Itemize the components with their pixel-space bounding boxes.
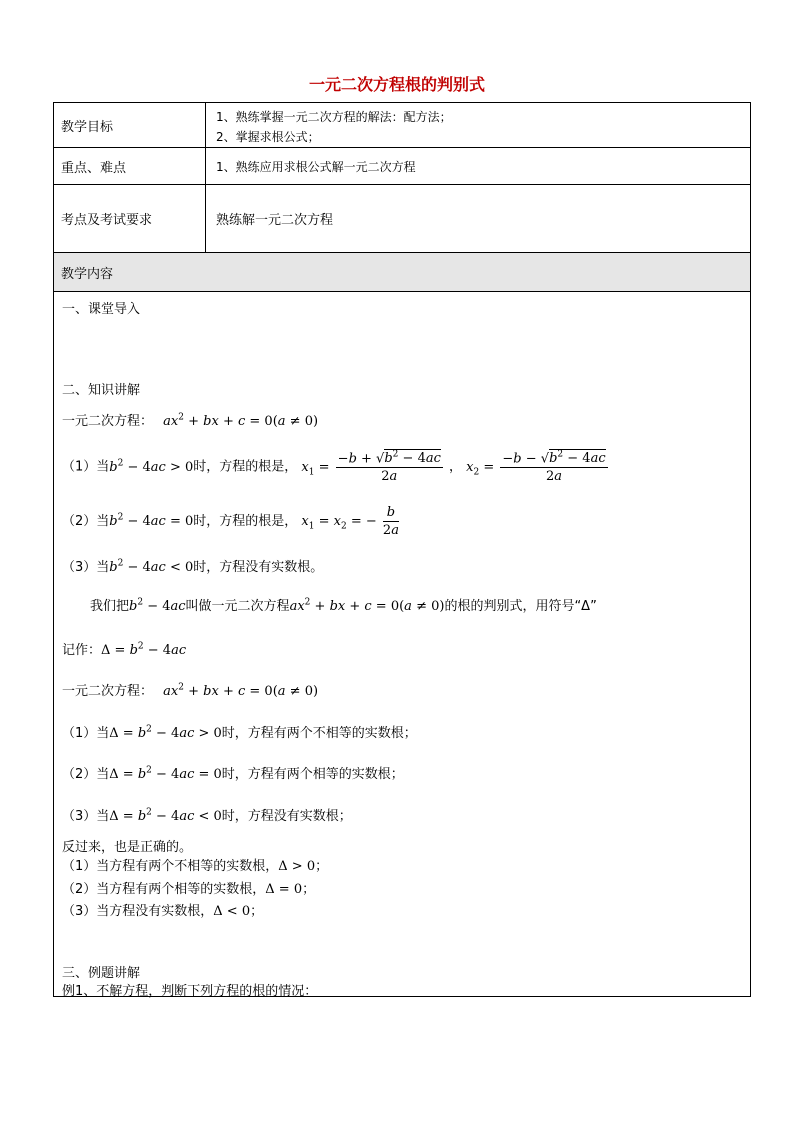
key-label: 重点、难点 bbox=[54, 148, 206, 184]
c2-text: （2）当方程有两个相等的实数根， bbox=[62, 882, 266, 897]
note-label: 记作： bbox=[62, 643, 102, 658]
d1-cond: $\Delta = b^2 - 4ac > 0$ bbox=[109, 724, 222, 741]
goal-label: 教学目标 bbox=[54, 103, 206, 147]
c1-text: （1）当方程有两个不相等的实数根， bbox=[62, 859, 279, 874]
row-teaching-goal bbox=[54, 103, 750, 148]
goal-line-1: 1、熟练掌握一元二次方程的解法：配方法； bbox=[216, 110, 452, 124]
example-1: 例1、不解方程，判断下列方程的根的情况： bbox=[62, 984, 318, 999]
d3-prefix: （3）当 bbox=[62, 809, 110, 824]
d3-suffix: 时，方程没有实数根； bbox=[221, 809, 352, 824]
exam-cell: 熟练解一元二次方程 bbox=[216, 213, 334, 228]
case2-line bbox=[62, 505, 401, 538]
root-x2: $x_2$ = $\frac{-b - √b^2 - 4ac}{2a}$ bbox=[466, 450, 606, 485]
converse-3: （3）当方程没有实数根，Δ < 0； bbox=[62, 904, 264, 919]
root-equal: $x_1 = x_2$ = − $\frac{b}{2a}$ bbox=[301, 505, 399, 538]
def-eq: $ax^2$ + bx + c = 0(a ≠ 0) bbox=[289, 597, 445, 614]
eq-line-2 bbox=[62, 680, 318, 699]
eq-intro-text: 一元二次方程： bbox=[62, 414, 154, 429]
c1-cond: Δ > 0 bbox=[278, 859, 316, 874]
eq-line bbox=[62, 410, 318, 429]
case1-cond: $b^2 - 4ac > 0$ bbox=[109, 458, 194, 475]
c3-cond: Δ < 0 bbox=[213, 904, 251, 919]
case3-line bbox=[62, 556, 323, 575]
def-b: 叫做一元二次方程 bbox=[185, 599, 290, 614]
converse-line: 反过来，也是正确的。 bbox=[62, 840, 193, 855]
eq-formula-2: $ax^2$ + bx + c = 0(a ≠ 0) bbox=[163, 682, 319, 699]
d3-cond: $\Delta = b^2 - 4ac < 0$ bbox=[109, 807, 222, 824]
converse-1: （1）当方程有两个不相等的实数根，Δ > 0； bbox=[62, 859, 329, 874]
disc-case3 bbox=[62, 805, 352, 824]
case2-prefix: （2）当 bbox=[62, 514, 110, 529]
lesson-table bbox=[53, 102, 751, 997]
d2-suffix: 时，方程有两个相等的实数根； bbox=[221, 767, 404, 782]
disc-case1 bbox=[62, 722, 417, 741]
case2-cond: $b^2 - 4ac = 0$ bbox=[109, 512, 194, 529]
case1-mid: 时，方程的根是， bbox=[193, 459, 298, 475]
notation-formula: $\Delta = b^2 - 4ac$ bbox=[101, 641, 187, 658]
root-x1: $x_1$ = $\frac{-b + √b^2 - 4ac}{2a}$ bbox=[301, 450, 441, 485]
section-examples: 三、例题讲解 bbox=[62, 966, 141, 981]
d2-cond: $\Delta = b^2 - 4ac = 0$ bbox=[109, 765, 222, 782]
goal-cell bbox=[206, 103, 750, 147]
case3-prefix: （3）当 bbox=[62, 560, 110, 575]
notation-line bbox=[62, 639, 186, 658]
d2-prefix: （2）当 bbox=[62, 767, 110, 782]
eq-intro-text-2: 一元二次方程： bbox=[62, 684, 154, 699]
c3-text: （3）当方程没有实数根， bbox=[62, 904, 214, 919]
section-knowledge: 二、知识讲解 bbox=[62, 383, 141, 398]
def-disc: $b^2 - 4ac$ bbox=[129, 597, 186, 614]
exam-label: 考点及考试要求 bbox=[54, 185, 206, 252]
row-key-points bbox=[54, 148, 750, 185]
key-cell: 1、熟练应用求根公式解一元二次方程 bbox=[216, 159, 416, 174]
row-content-header bbox=[54, 253, 750, 292]
case1-prefix: （1）当 bbox=[62, 459, 110, 475]
row-exam bbox=[54, 185, 750, 253]
disc-case2 bbox=[62, 763, 404, 782]
definition-line bbox=[90, 595, 597, 614]
case1-line: （1）当$b^2 - 4ac > 0$时，方程的根是， $x_1$ = $\frac{-b + √b^2 - 4ac}{2a}$ ， $x_2$ = $\frac{-b - √b^2 - 4ac}{2a}$ bbox=[62, 450, 610, 484]
page-title: 一元二次方程根的判别式 bbox=[308, 75, 485, 94]
eq-formula: $ax^2$ + bx + c = 0(a ≠ 0) bbox=[163, 412, 319, 429]
def-c: 的根的判别式，用符号“Δ” bbox=[444, 599, 597, 614]
d1-prefix: （1）当 bbox=[62, 726, 110, 741]
goal-line-2: 2、掌握求根公式； bbox=[216, 130, 320, 144]
case3-cond: $b^2 - 4ac < 0$ bbox=[109, 558, 194, 575]
case2-mid: 时，方程的根是， bbox=[193, 514, 298, 529]
section-intro: 一、课堂导入 bbox=[62, 302, 141, 317]
converse-2: （2）当方程有两个相等的实数根，Δ = 0； bbox=[62, 882, 316, 897]
c2-cond: Δ = 0 bbox=[265, 882, 303, 897]
case3-mid: 时，方程没有实数根。 bbox=[193, 560, 324, 575]
content-label: 教学内容 bbox=[61, 266, 114, 282]
d1-suffix: 时，方程有两个不相等的实数根； bbox=[221, 726, 417, 741]
def-a: 我们把 bbox=[90, 599, 130, 614]
